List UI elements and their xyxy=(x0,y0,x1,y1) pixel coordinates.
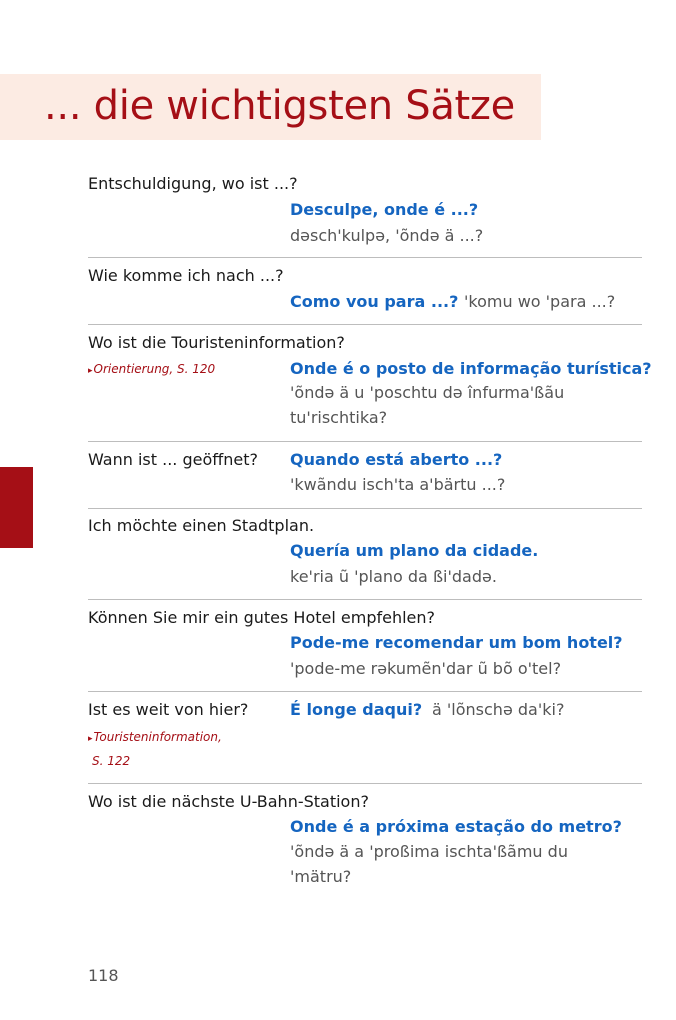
divider xyxy=(88,441,642,442)
portuguese-phrase: É longe daqui? xyxy=(290,700,423,719)
cross-reference-link[interactable] xyxy=(88,361,215,379)
german-phrase: Wann ist ... geöffnet? xyxy=(88,450,259,469)
german-phrase: Wo ist die Touristeninformation? xyxy=(88,333,345,352)
portuguese-phrase: Pode-me recomendar um bom hotel? xyxy=(290,633,623,652)
cross-reference-text: Touristeninformation, xyxy=(93,730,222,744)
portuguese-phrase: Quería um plano da cidade. xyxy=(290,541,539,560)
german-phrase: Ist es weit von hier? xyxy=(88,700,249,719)
portuguese-phrase: Desculpe, onde é ...? xyxy=(290,200,479,219)
portuguese-phrase: Onde é a próxima estação do metro? xyxy=(290,817,622,836)
portuguese-phrase: Onde é o posto de informação turística? xyxy=(290,359,652,378)
divider xyxy=(88,324,642,325)
arrow-right-icon: ▸ xyxy=(88,734,93,744)
cross-reference-page[interactable]: S. 122 xyxy=(92,754,131,768)
pronunciation: ä 'lõnschə da'ki? xyxy=(432,700,565,719)
divider xyxy=(88,508,642,509)
german-phrase: Wo ist die nächste U-Bahn-Station? xyxy=(88,792,369,811)
german-phrase: Können Sie mir ein gutes Hotel empfehlen? xyxy=(88,608,436,627)
pronunciation: 'kwãndu isch'ta a'bärtu ...? xyxy=(290,475,506,494)
pronunciation: ke'ria ũ 'plano da ßi'dadə. xyxy=(290,567,497,586)
pronunciation: 'komu wo 'para ...? xyxy=(464,292,616,311)
page-number: 118 xyxy=(88,966,119,985)
cross-reference-text: Orientierung, S. 120 xyxy=(93,362,216,376)
arrow-right-icon: ▸ xyxy=(88,366,93,376)
portuguese-phrase: Como vou para ...? xyxy=(290,292,459,311)
pronunciation-line: 'õndə ä a 'proßima ischta'ßãmu du xyxy=(290,842,568,861)
divider xyxy=(88,783,642,784)
cross-reference-link[interactable] xyxy=(88,729,222,747)
pronunciation-line: tu'rischtika? xyxy=(290,408,388,427)
pronunciation: 'pode-me rəkumẽn'dar ũ bõ o'tel? xyxy=(290,659,562,678)
divider xyxy=(88,257,642,258)
pronunciation-line: 'mätru? xyxy=(290,867,352,886)
divider xyxy=(88,599,642,600)
german-phrase: Entschuldigung, wo ist ...? xyxy=(88,174,298,193)
german-phrase: Ich möchte einen Stadtplan. xyxy=(88,516,315,535)
pronunciation: dəsch'kulpə, 'õndə ä ...? xyxy=(290,226,484,245)
portuguese-phrase: Quando está aberto ...? xyxy=(290,450,503,469)
pronunciation-line: 'õndə ä u 'poschtu də înfurma'ßãu xyxy=(290,383,565,402)
page-title: ... die wichtigsten Sätze xyxy=(44,83,515,129)
german-phrase: Wie komme ich nach ...? xyxy=(88,266,284,285)
divider xyxy=(88,691,642,692)
